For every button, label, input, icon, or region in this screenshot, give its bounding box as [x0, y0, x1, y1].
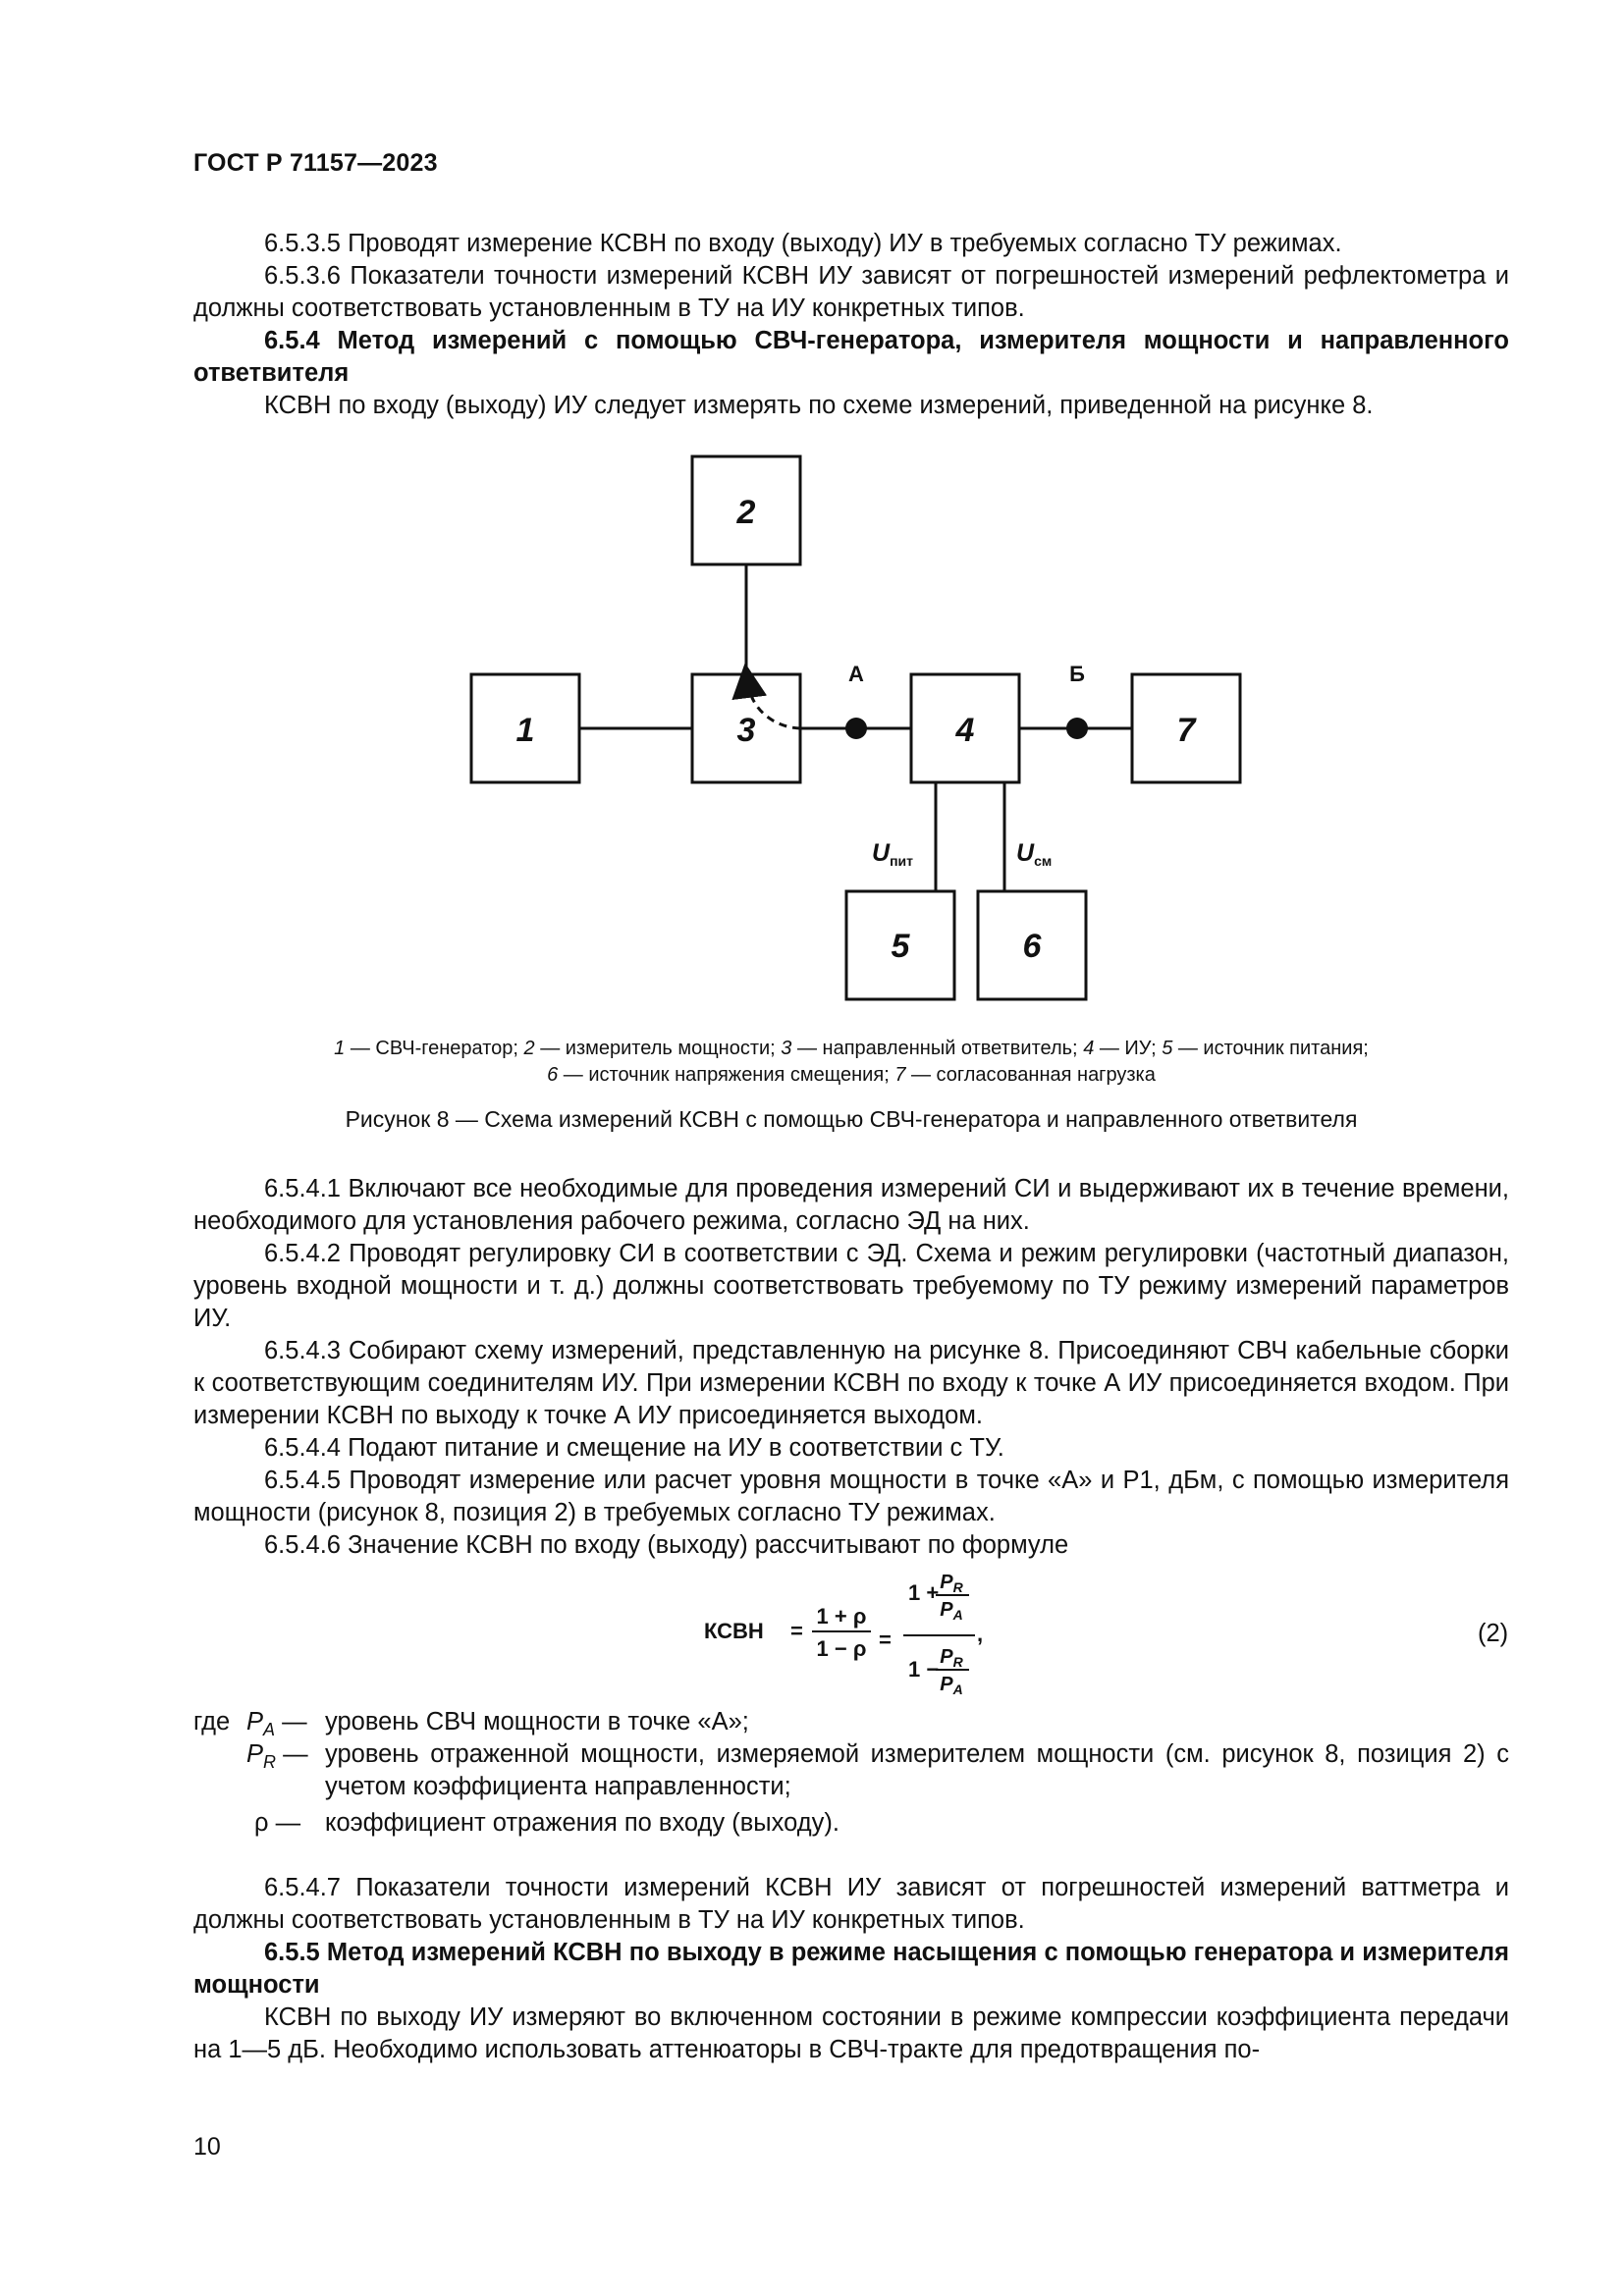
where-prefix: где — [193, 1708, 231, 1735]
u-pit-main: U — [872, 839, 891, 867]
block-5-label: 5 — [891, 928, 910, 965]
legend-text-5: — источник питания; — [1172, 1038, 1369, 1059]
formula-comma: , — [977, 1622, 984, 1646]
formula-frac2-den-prefix: 1 − — [908, 1657, 940, 1682]
formula-lhs: КСВН — [704, 1619, 764, 1643]
paragraph-6-5-4-1: 6.5.4.1 Включают все необходимые для проведения измерений СИ и выдерживают их в течение времени, необходимого для установления рабочего режима, согласно ЭД на них. — [193, 1175, 1509, 1235]
legend-line-1 — [193, 1036, 1509, 1062]
paragraph-6-5-3-5: 6.5.3.5 Проводят измерение КСВН по входу (выходу) ИУ в требуемых согласно ТУ режимах. — [264, 230, 1342, 257]
where-desc-pa: уровень СВЧ мощности в точке «А»; — [325, 1708, 749, 1735]
paragraph-6-5-4-6: 6.5.4.6 Значение КСВН по входу (выходу) рассчитывают по формуле — [264, 1531, 1069, 1559]
paragraph-6-5-4-intro: КСВН по входу (выходу) ИУ следует измерять по схеме измерений, приведенной на рисунке 8. — [264, 392, 1374, 419]
u-pit-label — [872, 839, 913, 869]
where-row-pr — [193, 1738, 1509, 1803]
formula-number: (2) — [1478, 1620, 1509, 1647]
where-row-pa — [193, 1706, 1509, 1738]
formula-pa-bottom: $P_A$ — [940, 1674, 963, 1697]
point-b-label: Б — [1069, 662, 1085, 686]
heading-6-5-4: 6.5.4 Метод измерений с помощью СВЧ-генератора, измерителя мощности и направленного ответвителя — [193, 327, 1509, 387]
paragraph-6-5-4-5: 6.5.4.5 Проводят измерение или расчет уровня мощности в точке «А» и Р1, дБм, с помощью измерителя мощности (рисунок 8, позиция 2) в требуемых согласно ТУ режимах. — [193, 1467, 1509, 1526]
paragraph-6-5-4-4: 6.5.4.4 Подают питание и смещение на ИУ в соответствии с ТУ. — [264, 1434, 1004, 1462]
legend-num-3: 3 — [781, 1038, 792, 1059]
formula-frac1-num: 1 + ρ — [816, 1604, 867, 1629]
legend-line-2 — [193, 1062, 1509, 1089]
formula-pa-top: $P_A$ — [940, 1599, 963, 1623]
where-desc-rho: коэффициент отражения по входу (выходу). — [325, 1809, 839, 1837]
block-7-label: 7 — [1176, 712, 1196, 749]
legend-text-1: — СВЧ-генератор; — [345, 1038, 524, 1059]
where-symbol-pr: $P_R$ — — [246, 1740, 308, 1773]
block-2-label: 2 — [736, 494, 756, 531]
vswr-formula — [702, 1561, 1036, 1708]
point-a-node — [845, 718, 867, 739]
block-1-label: 1 — [515, 712, 535, 749]
legend-text-7: — согласованная нагрузка — [905, 1064, 1156, 1086]
u-sm-main: U — [1016, 839, 1035, 867]
legend-num-5: 5 — [1162, 1038, 1173, 1059]
formula-legend — [193, 1706, 1509, 1840]
u-sm-label — [1016, 839, 1052, 869]
measurement-scheme-diagram — [461, 447, 1247, 1016]
paragraph-6-5-4-7: 6.5.4.7 Показатели точности измерений КСВН ИУ зависят от погрешностей измерений ваттметра и должны соответствовать установленным в ТУ на ИУ конкретных типов. — [193, 1874, 1509, 1934]
where-symbol-rho: ρ — — [254, 1809, 301, 1837]
figure-title: Рисунок 8 — Схема измерений КСВН с помощью СВЧ-генератора и направленного ответвителя — [345, 1106, 1358, 1132]
formula-frac2-num-prefix: 1 + — [908, 1580, 940, 1605]
page-number: 10 — [193, 2133, 221, 2161]
formula-frac1-den: 1 − ρ — [816, 1636, 867, 1661]
legend-num-2: 2 — [523, 1038, 535, 1059]
legend-text-3: — направленный ответвитель; — [791, 1038, 1084, 1059]
section-bottom — [193, 1872, 1509, 2066]
point-a-label: А — [848, 662, 864, 686]
where-symbol-pa: $P_A$ — — [246, 1708, 307, 1740]
paragraph-6-5-5-intro: КСВН по выходу ИУ измеряют во включенном состоянии в режиме компрессии коэффициента передачи на 1—5 дБ. Необходимо использовать аттенюаторы в СВЧ-тракте для предотвращения по- — [193, 2003, 1509, 2063]
section-top — [193, 228, 1509, 422]
legend-text-2: — измеритель мощности; — [534, 1038, 782, 1059]
block-3-label: 3 — [736, 712, 756, 749]
document-code-header: ГОСТ Р 71157—2023 — [193, 149, 438, 177]
formula-equals-1: = — [790, 1619, 803, 1643]
block-6-label: 6 — [1022, 928, 1042, 965]
paragraph-6-5-4-2: 6.5.4.2 Проводят регулировку СИ в соответствии с ЭД. Схема и режим регулировки (частотный диапазон, уровень входной мощности и т. д.) должны соответствовать требуемому по ТУ режиму измерений параметров ИУ. — [193, 1240, 1509, 1332]
figure-legend — [193, 1036, 1509, 1089]
u-sm-sub: см — [1034, 853, 1053, 869]
paragraph-6-5-3-6: 6.5.3.6 Показатели точности измерений КСВН ИУ зависят от погрешностей измерений рефлектометра и должны соответствовать установленным в ТУ на ИУ конкретных типов. — [193, 262, 1509, 322]
legend-num-6: 6 — [547, 1064, 559, 1086]
block-4-label: 4 — [955, 712, 975, 749]
legend-text-6: — источник напряжения смещения; — [558, 1064, 895, 1086]
where-desc-pr: уровень отраженной мощности, измеряемой измерителем мощности (см. рисунок 8, позиция 2) с учетом коэффициента направленности; — [325, 1740, 1509, 1800]
u-pit-sub: пит — [890, 853, 913, 869]
formula-pr-top: $P_R$ — [940, 1572, 963, 1595]
legend-num-4: 4 — [1083, 1038, 1095, 1059]
formula-pr-bottom: $P_R$ — [940, 1646, 963, 1670]
legend-text-4: — ИУ; — [1094, 1038, 1163, 1059]
paragraph-6-5-4-3: 6.5.4.3 Собирают схему измерений, представленную на рисунке 8. Присоединяют СВЧ кабельные сборки к соответствующим соединителям ИУ. При измерении КСВН по входу к точке А ИУ присоединяется входом. При измерении КСВН по выходу к точке А ИУ присоединяется выходом. — [193, 1337, 1509, 1429]
formula-equals-2: = — [879, 1628, 892, 1652]
point-b-node — [1066, 718, 1088, 739]
section-middle — [193, 1173, 1509, 1562]
legend-num-1: 1 — [334, 1038, 346, 1059]
legend-num-7: 7 — [894, 1064, 906, 1086]
where-row-rho — [193, 1807, 1509, 1840]
heading-6-5-5: 6.5.5 Метод измерений КСВН по выходу в режиме насыщения с помощью генератора и измерителя мощности — [193, 1939, 1509, 1999]
